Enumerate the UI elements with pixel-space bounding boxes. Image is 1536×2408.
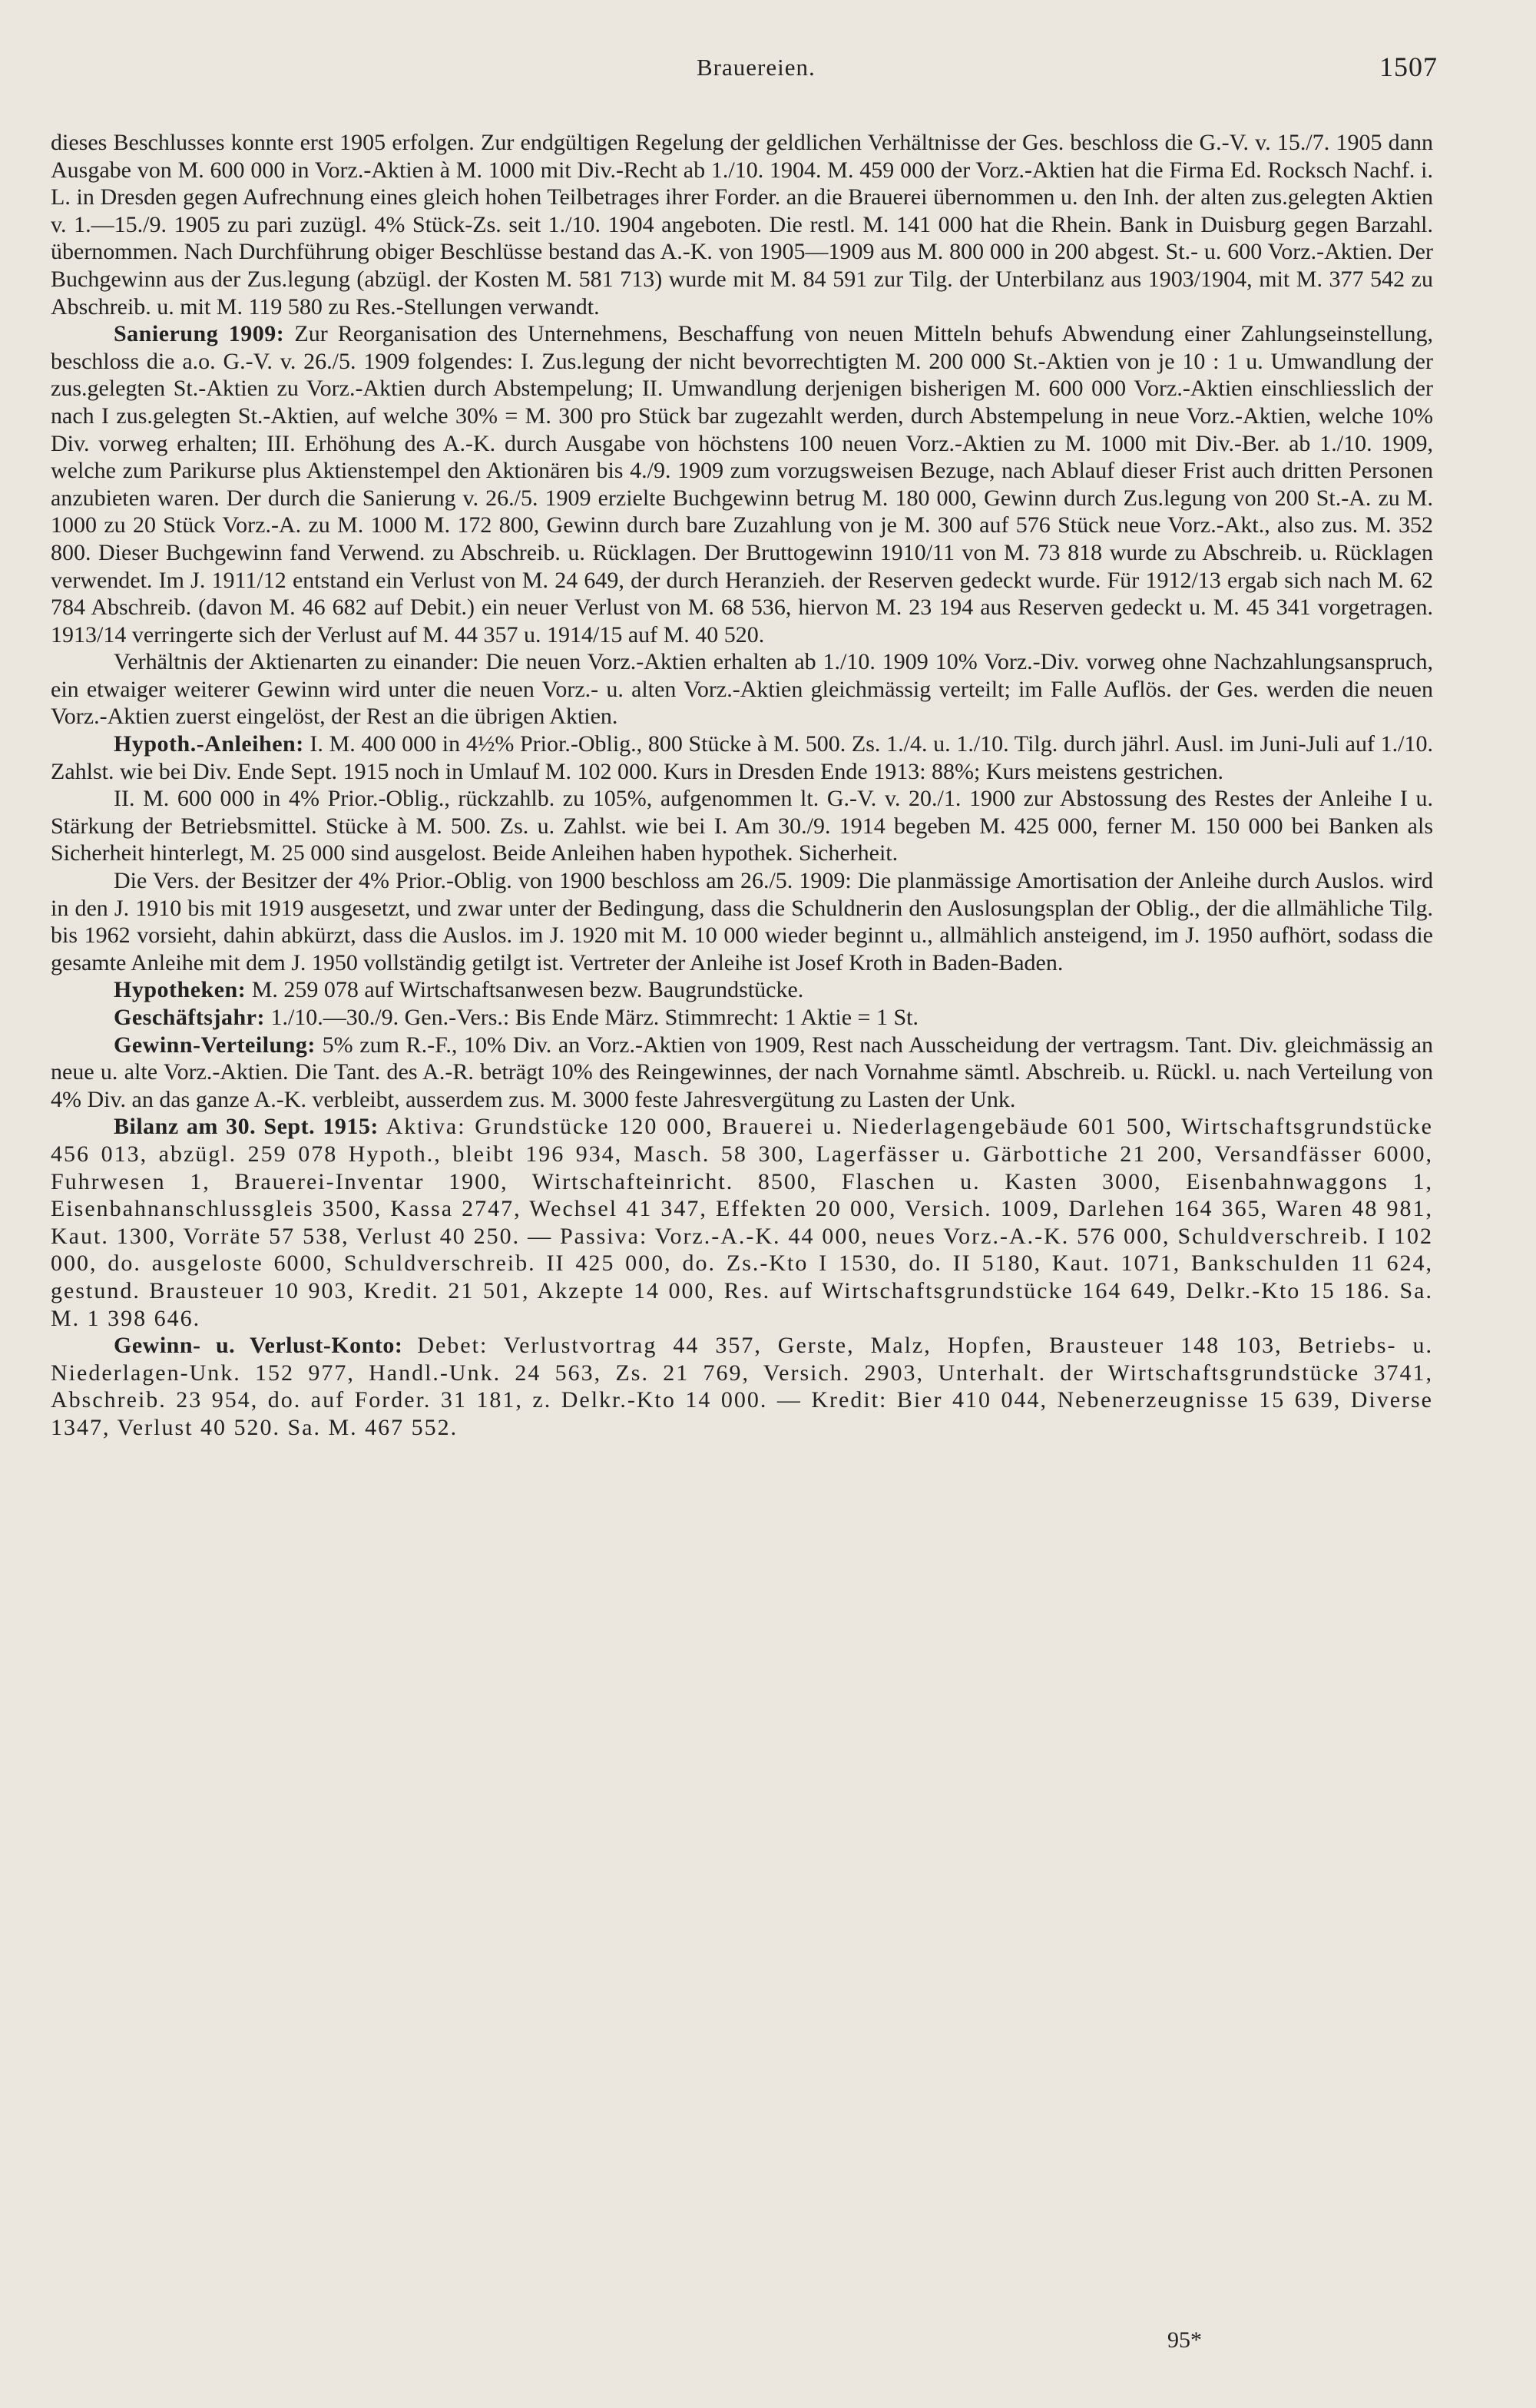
paragraph-vers-besitzer [51,867,1433,976]
header-title: Brauereien. [697,54,816,81]
paragraph-text: II. M. 600 000 in 4% Prior.-Oblig., rückzahlb. zu 105%, aufgenommen lt. G.-V. v. 20./1. 1900 zur Abstossung des Restes der Anleihe I u. Stärkung der Betriebsmittel. Stücke à M. 500. Zs. u. Zahlst. wie bei I. Am 30./9. 1914 begeben M. 425 000, ferner M. 150 000 bei Banken als Sicherheit hinterlegt, M. 25 000 sind ausgelost. Beide Anleihen haben hypothek. Sicherheit. [51,786,1433,866]
section-heading: Bilanz am 30. Sept. 1915: [114,1114,379,1140]
paragraph-hypoth-anleihen [51,730,1433,785]
section-heading: Geschäftsjahr: [114,1005,265,1030]
paragraph-gewinn-verlust [51,1332,1433,1441]
page-number: 1507 [1379,51,1438,82]
paragraph-text: 1./10.—30./9. Gen.-Vers.: Bis Ende März. Stimmrecht: 1 Aktie = 1 St. [270,1005,919,1030]
section-heading: Gewinn- u. Verlust-Konto: [114,1333,403,1359]
paragraph-text: I. M. 400 000 in 4½% Prior.-Oblig., 800 Stücke à M. 500. Zs. 1./4. u. 1./10. Tilg. durch jährl. Ausl. im Juni-Juli auf 1./10. Zahlst. wie bei Div. Ende Sept. 1915 noch in Umlauf M. 102 000. Kurs in Dresden Ende 1913: 88%; Kurs meistens gestrichen. [51,731,1433,784]
paragraph-bilanz [51,1113,1433,1332]
document-body [51,129,1433,1442]
paragraph-text: 5% zum R.-F., 10% Div. an Vorz.-Aktien von 1909, Rest nach Ausscheidung der vertragsm. Tant. Div. gleichmässig an neue u. alte Vorz.-Aktien. Die Tant. des A.-R. beträgt 10% des Reingewinnes, der nach Vornahme sämtl. Abschreib. u. Rückl. u. nach Verteilung von 4% Div. an das ganze A.-K. verbleibt, ausserdem zus. M. 3000 feste Jahresvergütung zu Lasten der Unk. [51,1032,1433,1112]
page-header [55,51,1438,100]
paragraph-text: Aktiva: Grundstücke 120 000, Brauerei u. Niederlagengebäude 601 500, Wirtschaftsgrundstücke 456 013, abzügl. 259 078 Hypoth., bleibt 196 934, Masch. 58 300, Lagerfässer u. Gärbottiche 21 200, Versandfässer 6000, Fuhrwesen 1, Brauerei-Inventar 1900, Wirtschafteinricht. 8500, Flaschen u. Kasten 3000, Eisenbahnwaggons 1, Eisenbahnanschlussgleis 3500, Kassa 2747, Wechsel 41 347, Effekten 20 000, Versich. 1009, Darlehen 164 365, Waren 48 981, Kaut. 1300, Vorräte 57 538, Verlust 40 250. — Passiva: Vorz.-A.-K. 44 000, neues Vorz.-A.-K. 576 000, Schuldverschreib. I 102 000, do. ausgeloste 6000, Schuldverschreib. II 425 000, do. Zs.-Kto I 1530, do. II 5180, Kaut. 1071, Bankschulden 11 624, gestund. Brausteuer 10 903, Kredit. 21 501, Akzepte 14 000, Res. auf Wirtschaftsgrundstücke 164 649, Delkr.-Kto 15 186. Sa. M. 1 398 646. [51,1114,1433,1331]
paragraph-text: Die Vers. der Besitzer der 4% Prior.-Oblig. von 1900 beschloss am 26./5. 1909: Die planmässige Amortisation der Anleihe durch Auslos. wird in den J. 1910 bis mit 1919 ausgesetzt, und zwar unter der Bedingung, dass die Schuldnerin den Auslosungsplan der Oblig., der die allmähliche Tilg. bis 1962 vorsieht, dahin abkürzt, dass die Auslos. im J. 1920 mit M. 10 000 wieder beginnt u., allmählich ansteigend, im J. 1950 aufhört, sodass die gesamte Anleihe mit dem J. 1950 vollständig getilgt ist. Vertreter der Anleihe ist Josef Kroth in Baden-Baden. [51,868,1433,975]
paragraph-verhaeltnis [51,648,1433,730]
paragraph-intro [51,129,1433,320]
paragraph-text: Debet: Verlustvortrag 44 357, Gerste, Malz, Hopfen, Brausteuer 148 103, Betriebs- u. Niederlagen-Unk. 152 977, Handl.-Unk. 24 563, Zs. 21 769, Versich. 2903, Unterhalt. der Wirtschaftsgrundstücke 3741, Abschreib. 23 954, do. auf Forder. 31 181, z. Delkr.-Kto 14 000. — Kredit: Bier 410 044, Nebenerzeugnisse 15 639, Diverse 1347, Verlust 40 520. Sa. M. 467 552. [51,1333,1433,1440]
section-heading: Hypotheken: [114,977,247,1003]
signature-mark: 95* [1167,2327,1202,2353]
section-heading: Gewinn-Verteilung: [114,1032,316,1058]
paragraph-geschaeftsjahr [51,1004,1433,1032]
paragraph-anleihe-ii [51,785,1433,867]
paragraph-text: M. 259 078 auf Wirtschaftsanwesen bezw. Baugrundstücke. [251,977,804,1003]
paragraph-text: Verhältnis der Aktienarten zu einander: Die neuen Vorz.-Aktien erhalten ab 1./10. 1909 10% Vorz.-Div. vorweg ohne Nachzahlungsanspruch, ein etwaiger weiterer Gewinn wird unter die neuen Vorz.- u. alten Vorz.-Aktien gleichmässig verteilt; im Falle Auflös. der Ges. werden die neuen Vorz.-Aktien zuerst eingelöst, der Rest an die übrigen Aktien. [51,649,1433,730]
paragraph-gewinn-verteilung [51,1032,1433,1114]
section-heading: Sanierung 1909: [114,321,285,347]
paragraph-hypotheken [51,976,1433,1004]
paragraph-sanierung [51,320,1433,648]
section-heading: Hypoth.-Anleihen: [114,731,304,757]
paragraph-text: Zur Reorganisation des Unternehmens, Beschaffung von neuen Mitteln behufs Abwendung einer Zahlungseinstellung, beschloss die a.o. G.-V. v. 26./5. 1909 folgendes: I. Zus.legung der nicht bevorrechtigten M. 200 000 St.-Aktien von je 10 : 1 u. Umwandlung der zus.gelegten St.-Aktien zu Vorz.-Aktien durch Abstempelung; II. Umwandlung derjenigen bisherigen M. 600 000 Vorz.-Aktien einschliesslich der nach I zus.gelegten St.-Aktien, auf welche 30% = M. 300 pro Stück bar zugezahlt werden, durch Abstempelung in neue Vorz.-Aktien, welche 10% Div. vorweg erhalten; III. Erhöhung des A.-K. durch Ausgabe von höchstens 100 neuen Vorz.-Aktien zu M. 1000 mit Div.-Ber. ab 1./10. 1909, welche zum Parikurse plus Aktienstempel den Aktionären bis 4./9. 1909 zum vorzugsweisen Bezuge, nach Ablauf dieser Frist auch dritten Personen anzubieten waren. Der durch die Sanierung v. 26./5. 1909 erzielte Buchgewinn betrug M. 180 000, Gewinn durch Zus.legung von 200 St.-A. zu M. 1000 zu 20 Stück Vorz.-A. zu M. 1000 M. 172 800, Gewinn durch bare Zuzahlung von je M. 300 auf 576 Stück neue Vorz.-Akt., also zus. M. 352 800. Dieser Buchgewinn fand Verwend. zu Abschreib. u. Rücklagen. Der Bruttogewinn 1910/11 von M. 73 818 wurde zu Abschreib. u. Rücklagen verwendet. Im J. 1911/12 entstand ein Verlust von M. 24 649, der durch Heranzieh. der Reserven gedeckt wurde. Für 1912/13 ergab sich nach M. 62 784 Abschreib. (davon M. 46 682 auf Debit.) ein neuer Verlust von M. 68 536, hiervon M. 23 194 aus Reserven gedeckt u. M. 45 341 vorgetragen. 1913/14 verringerte sich der Verlust auf M. 44 357 u. 1914/15 auf M. 40 520. [51,321,1433,648]
paragraph-text: dieses Beschlusses konnte erst 1905 erfolgen. Zur endgültigen Regelung der geldlichen Verhältnisse der Ges. beschloss die G.-V. v. 15./7. 1905 dann Ausgabe von M. 600 000 in Vorz.-Aktien à M. 1000 mit Div.-Recht ab 1./10. 1904. M. 459 000 der Vorz.-Aktien hat die Firma Ed. Rocksch Nachf. i. L. in Dresden gegen Aufrechnung eines gleich hohen Teilbetrages ihrer Forder. an die Brauerei übernommen u. den Inh. der alten zus.gelegten Aktien v. 1.—15./9. 1905 zu pari zuzügl. 4% Stück-Zs. seit 1./10. 1904 angeboten. Die restl. M. 141 000 hat die Rhein. Bank in Duisburg gegen Barzahl. übernommen. Nach Durchführung obiger Beschlüsse bestand das A.-K. von 1905—1909 aus M. 800 000 in 200 abgest. St.- u. 600 Vorz.-Aktien. Der Buchgewinn aus der Zus.legung (abzügl. der Kosten M. 581 713) wurde mit M. 84 591 zur Tilg. der Unterbilanz aus 1903/1904, mit M. 377 542 zu Abschreib. u. mit M. 119 580 zu Res.-Stellungen verwandt. [51,130,1433,320]
